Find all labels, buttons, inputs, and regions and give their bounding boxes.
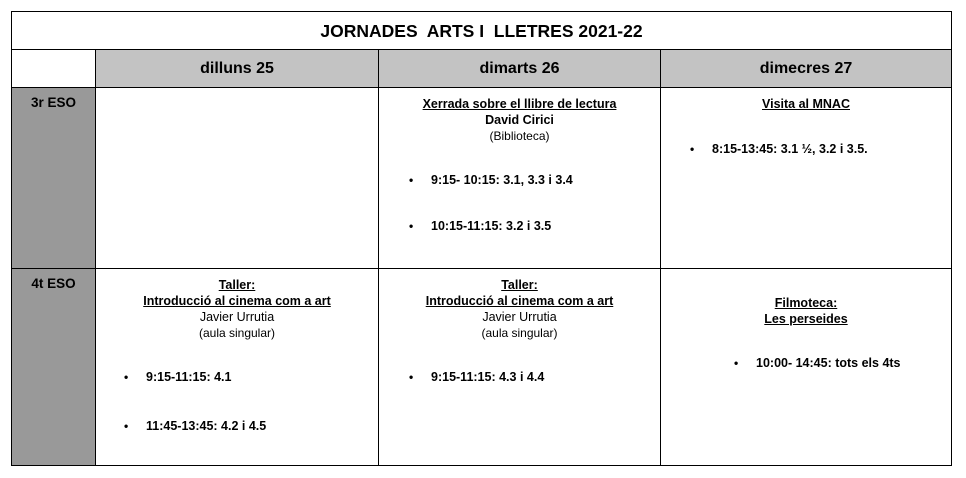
event-speaker: Javier Urrutia	[482, 310, 557, 324]
cell-3r-dimecres: Visita al MNAC • 8:15-13:45: 3.1 ½, 3.2 i 3.5.	[661, 88, 951, 269]
cell-4t-dilluns: Taller: Introducció al cinema com a art Javier Urrutia (aula singular) • 9:15-11:15: 4.1 • 11:45-13:45: 4.2 i 4.5	[96, 269, 379, 465]
cell-4t-dimecres: Filmoteca: Les perseides • 10:00- 14:45: tots els 4ts	[661, 269, 951, 465]
event-heading: Taller:	[218, 278, 256, 292]
event-title: Les perseides	[764, 312, 848, 326]
event-heading: Visita al MNAC	[762, 97, 850, 111]
event-heading: Taller:	[501, 278, 538, 292]
event-heading: Filmoteca:	[774, 296, 838, 310]
row-label-3r-eso: 3r ESO	[12, 88, 96, 269]
cell-4t-dimarts: Taller: Introducció al cinema com a art Javier Urrutia (aula singular) • 9:15-11:15: 4.3 i 4.4	[379, 269, 661, 465]
event-heading: Xerrada sobre el llibre de lectura	[422, 97, 617, 111]
day-header-dimarts: dimarts 26	[379, 50, 661, 88]
row-label-4t-eso: 4t ESO	[12, 269, 96, 465]
day-header-dilluns: dilluns 25	[96, 50, 379, 88]
page-title: JORNADES ARTS I LLETRES 2021-22	[12, 12, 951, 50]
corner-cell	[12, 50, 96, 88]
day-header-dimecres: dimecres 27	[661, 50, 951, 88]
event-title: Introducció al cinema com a art	[143, 294, 331, 308]
event-place: (aula singular)	[198, 326, 276, 340]
event-place: (aula singular)	[481, 326, 558, 340]
event-speaker: Javier Urrutia	[199, 310, 275, 324]
event-place: (Biblioteca)	[489, 129, 550, 143]
cell-3r-dimarts: Xerrada sobre el llibre de lectura David Cirici (Biblioteca) • 9:15- 10:15: 3.1, 3.3 i 3.4 • 10:15-11:15: 3.2 i 3.5	[379, 88, 661, 269]
cell-3r-dilluns	[96, 88, 379, 269]
event-speaker: David Cirici	[485, 113, 554, 127]
schedule-table	[11, 11, 952, 466]
event-title: Introducció al cinema com a art	[425, 294, 614, 308]
